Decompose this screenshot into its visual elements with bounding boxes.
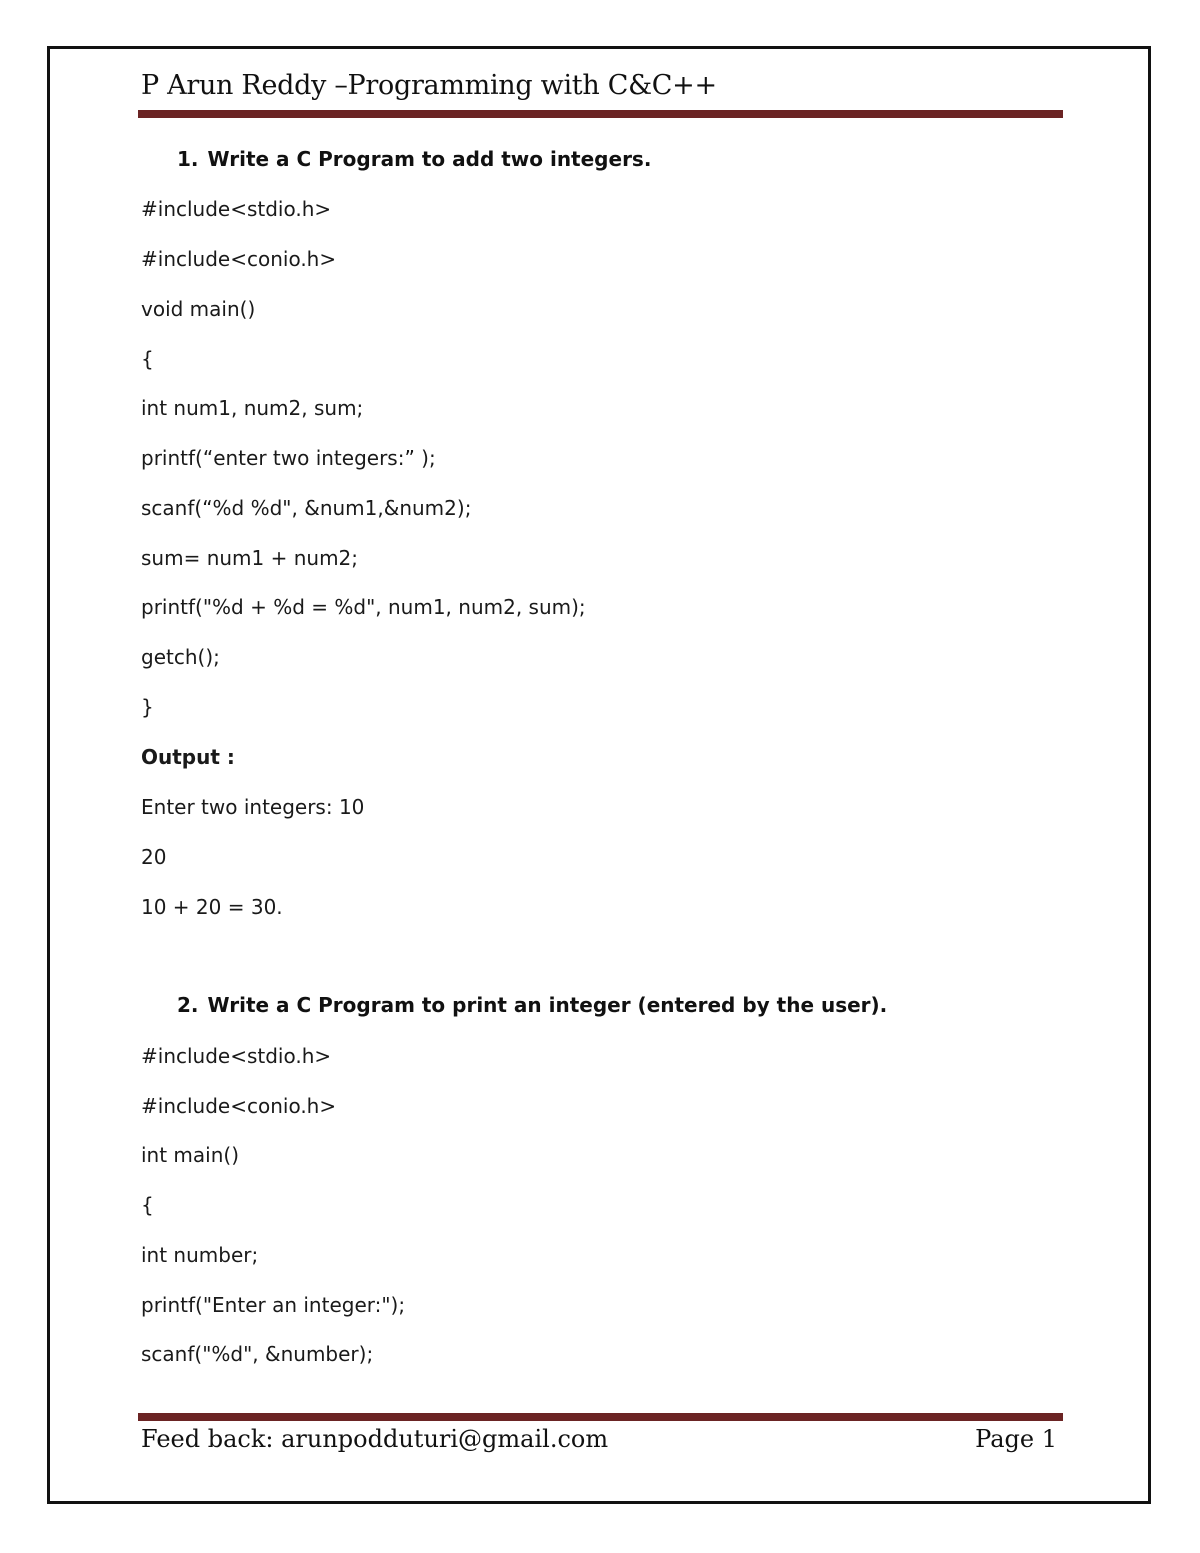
page-header-title: P Arun Reddy –Programming with C&C++ — [141, 70, 717, 101]
code-line: { — [141, 1193, 154, 1217]
output-line: 20 — [141, 845, 167, 869]
code-line: void main() — [141, 297, 256, 321]
code-line: } — [141, 695, 154, 719]
question-2-heading — [177, 993, 887, 1017]
code-line: int main() — [141, 1143, 240, 1167]
code-line: int num1, num2, sum; — [141, 396, 364, 420]
code-line: scanf(“%d %d", &num1,&num2); — [141, 496, 472, 520]
question-1-number: 1. — [177, 147, 199, 171]
code-line: scanf("%d", &number); — [141, 1342, 374, 1366]
output-line: Enter two integers: 10 — [141, 795, 365, 819]
code-line: #include<conio.h> — [141, 247, 337, 271]
question-2-title: Write a C Program to print an integer (entered by the user). — [207, 993, 888, 1017]
code-line: { — [141, 347, 154, 371]
code-line: printf("Enter an integer:"); — [141, 1293, 406, 1317]
code-line: #include<conio.h> — [141, 1094, 337, 1118]
code-line: #include<stdio.h> — [141, 1044, 332, 1068]
header-rule — [138, 110, 1063, 118]
page-number: Page 1 — [975, 1425, 1057, 1453]
output-line: 10 + 20 = 30. — [141, 895, 283, 919]
code-line: printf(“enter two integers:” ); — [141, 446, 436, 470]
footer-rule — [138, 1413, 1063, 1421]
question-2-number: 2. — [177, 993, 199, 1017]
question-1-heading — [177, 147, 651, 171]
question-1-title: Write a C Program to add two integers. — [207, 147, 652, 171]
code-line: sum= num1 + num2; — [141, 546, 359, 570]
code-line: getch(); — [141, 645, 220, 669]
code-line: #include<stdio.h> — [141, 197, 332, 221]
footer-feedback: Feed back: arunpodduturi@gmail.com — [141, 1425, 609, 1453]
code-line: printf("%d + %d = %d", num1, num2, sum); — [141, 595, 586, 619]
output-label: Output : — [141, 745, 235, 769]
code-line: int number; — [141, 1243, 259, 1267]
